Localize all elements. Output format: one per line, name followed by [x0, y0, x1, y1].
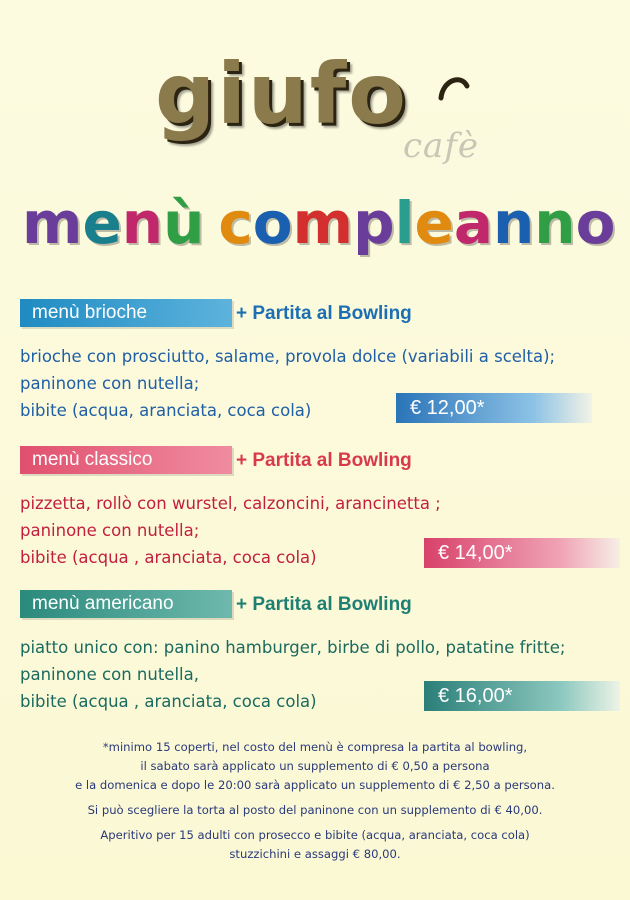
footnote-line: *minimo 15 coperti, nel costo del menù è compresa la partita al bowling, — [102, 740, 528, 754]
title-letter: a — [453, 189, 493, 257]
title-letter: l — [394, 189, 415, 257]
footnote-line: Si può scegliere la torta al posto del paninone con un supplemento di € 40,00. — [87, 803, 543, 817]
title-letter: n — [121, 189, 164, 257]
bowling-bonus-label: + Partita al Bowling — [236, 594, 412, 615]
title-letter: o — [575, 189, 616, 257]
page-title — [22, 188, 616, 258]
menu-item-line: pizzetta, rollò con wurstel, calzoncini, arancinetta ; — [20, 494, 441, 513]
menu-classico-items — [20, 490, 441, 571]
title-letter: c — [218, 189, 253, 257]
title-letter: o — [252, 189, 293, 257]
menu-item-line: bibite (acqua , aranciata, coca cola) — [20, 692, 317, 711]
menu-item-line: paninone con nutella, — [20, 665, 199, 684]
logo-swoosh-icon — [437, 72, 471, 102]
giufo-cafe-logo — [155, 45, 480, 166]
bowling-bonus-label: + Partita al Bowling — [236, 303, 412, 324]
title-letter: m — [22, 189, 83, 257]
footnote-line: e la domenica e dopo le 20:00 sarà applicato un supplemento di € 2,50 a persona. — [75, 778, 555, 792]
menu-classico-banner: menù classico — [20, 446, 232, 474]
menu-item-line: paninone con nutella; — [20, 521, 200, 540]
title-letter: ù — [163, 189, 205, 257]
title-letter: n — [492, 189, 535, 257]
title-letter: n — [534, 189, 576, 257]
menu-brioche-price: € 12,00* — [396, 393, 592, 423]
footnotes — [20, 738, 610, 864]
menu-item-line: brioche con prosciutto, salame, provola dolce (variabili a scelta); — [20, 347, 556, 366]
menu-classico-price: € 14,00* — [424, 538, 620, 568]
logo-wordmark: giufo — [155, 45, 408, 143]
menu-item-line: paninone con nutella; — [20, 374, 200, 393]
logo-cafe-text: cafè — [403, 126, 480, 166]
menu-americano-banner: menù americano — [20, 590, 232, 618]
title-letter: e — [82, 189, 122, 257]
menu-item-line: bibite (acqua, aranciata, coca cola) — [20, 401, 312, 420]
title-letter: m — [292, 189, 354, 257]
title-letter — [204, 188, 218, 258]
menu-americano-price: € 16,00* — [424, 681, 620, 711]
title-letter: p — [353, 189, 395, 257]
menu-brioche-banner: menù brioche — [20, 299, 232, 327]
menu-item-line: piatto unico con: panino hamburger, birbe di pollo, patatine fritte; — [20, 638, 566, 657]
footnote-line: il sabato sarà applicato un supplemento di € 0,50 a persona — [140, 759, 490, 773]
footnote-line: Aperitivo per 15 adulti con prosecco e bibite (acqua, aranciata, coca cola) — [100, 828, 530, 842]
bowling-bonus-label: + Partita al Bowling — [236, 450, 412, 471]
title-letter: e — [414, 189, 454, 257]
menu-item-line: bibite (acqua , aranciata, coca cola) — [20, 548, 317, 567]
footnote-line: stuzzichini e assaggi € 80,00. — [229, 847, 401, 861]
